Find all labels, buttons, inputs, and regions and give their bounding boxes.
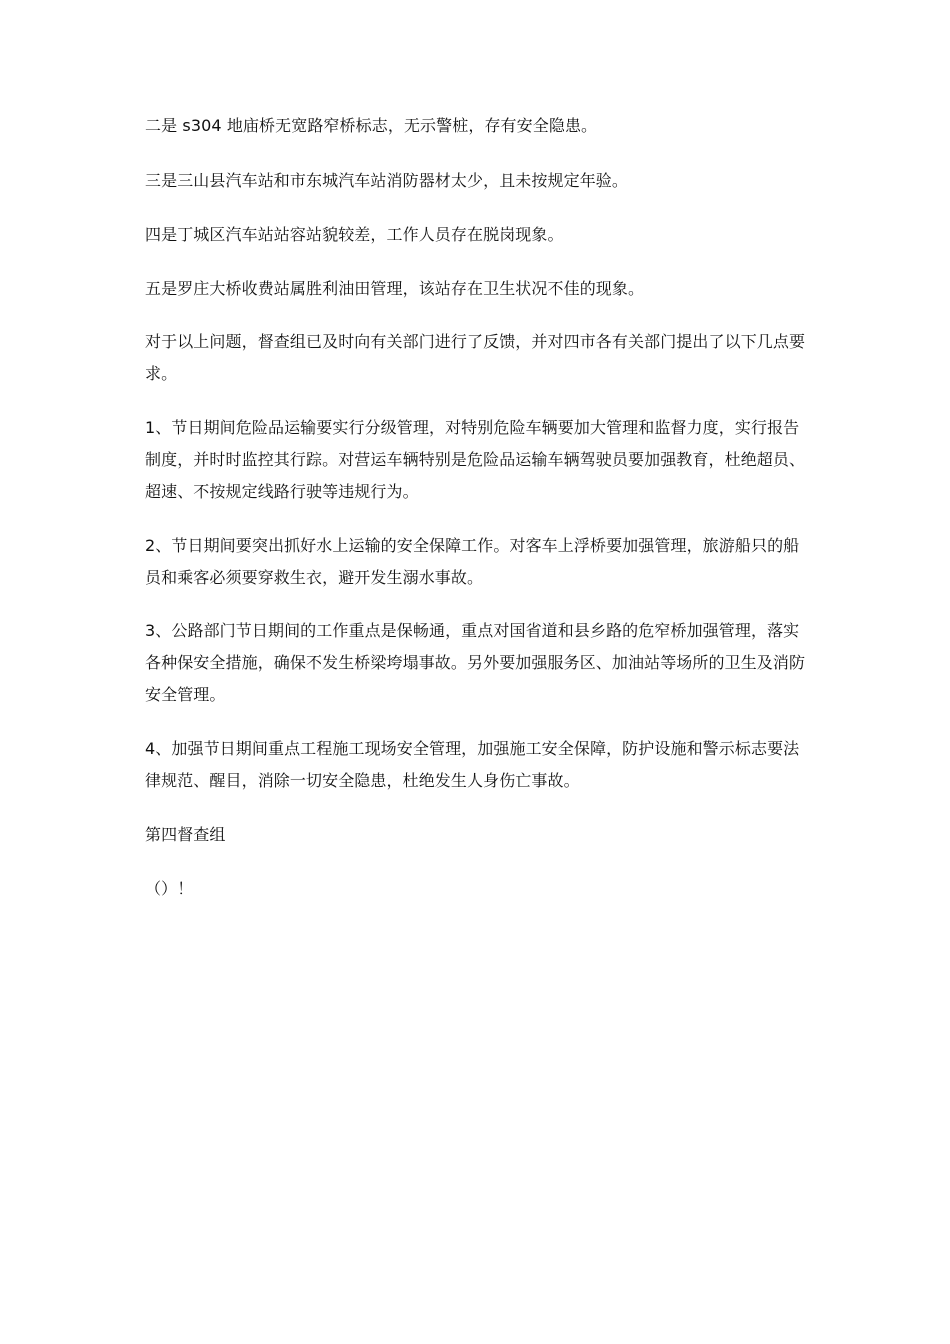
- requirement-2: 2、节日期间要突出抓好水上运输的安全保障工作。对客车上浮桥要加强管理，旅游船只的船员和乘客必须要穿救生衣，避开发生溺水事故。: [145, 536, 800, 587]
- requirement-3: 3、公路部门节日期间的工作重点是保畅通，重点对国省道和县乡路的危窄桥加强管理，落实各种保安全措施，确保不发生桥梁垮塌事故。另外要加强服务区、加油站等场所的卫生及消防安全管理。: [145, 621, 806, 704]
- requirement-1: 1、节日期间危险品运输要实行分级管理，对特别危险车辆要加大管理和监督力度，实行报告制度，并时时监控其行踪。对营运车辆特别是危险品运输车辆驾驶员要加强教育，杜绝超员、超速、不按规定线路行驶等违规行为。: [145, 418, 806, 501]
- paragraph-item-3: 三是三山县汽车站和市东城汽车站消防器材太少，且未按规定年验。: [145, 171, 629, 190]
- requirement-4: 4、加强节日期间重点工程施工现场安全管理，加强施工安全保障，防护设施和警示标志要法律规范、醒目，消除一切安全隐患，杜绝发生人身伤亡事故。: [145, 739, 800, 790]
- trailing-mark: （）！: [145, 879, 194, 898]
- paragraph-feedback-intro: 对于以上问题，督查组已及时向有关部门进行了反馈，并对四市各有关部门提出了以下几点要求。: [145, 332, 806, 383]
- signature-group: 第四督查组: [145, 825, 226, 844]
- paragraph-item-2: 二是 s304 地庙桥无宽路窄桥标志，无示警桩，存有安全隐患。: [145, 116, 598, 135]
- paragraph-item-5: 五是罗庄大桥收费站属胜利油田管理，该站存在卫生状况不佳的现象。: [145, 279, 645, 298]
- paragraph-item-4: 四是丁城区汽车站站容站貌较差，工作人员存在脱岗现象。: [145, 225, 564, 244]
